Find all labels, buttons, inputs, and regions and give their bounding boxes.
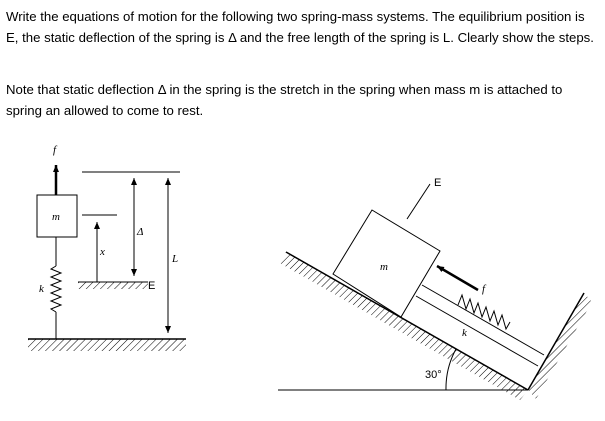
right-spring: [416, 285, 544, 366]
problem-statement: Write the equations of motion for the following two spring-mass systems. The equilibrium position is E, the static deflection of the spring is Δ and the free length of the spring is L. Clearly show the steps.: [6, 9, 594, 45]
left-mass-label: m: [52, 211, 60, 223]
right-equilibrium-line: [407, 184, 430, 219]
left-equilibrium-label: E: [148, 280, 156, 292]
right-force-label: f: [482, 283, 486, 295]
right-angle-label: 30°: [425, 369, 442, 381]
right-mass-label: m: [380, 261, 388, 273]
left-figure: [28, 144, 186, 351]
left-ground-hatch: [28, 339, 186, 351]
right-wall-line: [528, 293, 584, 390]
right-force-arrow: [437, 266, 478, 290]
left-x-label: x: [100, 246, 105, 258]
left-spring-label: k: [39, 283, 44, 295]
left-l-label: L: [172, 253, 179, 265]
right-figure: [278, 177, 592, 400]
left-delta-label: Δ: [137, 226, 144, 238]
left-spring: [51, 237, 61, 339]
left-force-label: f: [53, 144, 57, 156]
problem-note: Note that static deflection Δ in the spring is the stretch in the spring when mass m is attached to spring an allowed to come to rest.: [6, 82, 563, 118]
right-wall-hatch: [528, 293, 592, 399]
right-equilibrium-label: E: [434, 177, 442, 189]
right-spring-label: k: [462, 327, 467, 339]
left-equilibrium-hatch: [78, 282, 148, 289]
